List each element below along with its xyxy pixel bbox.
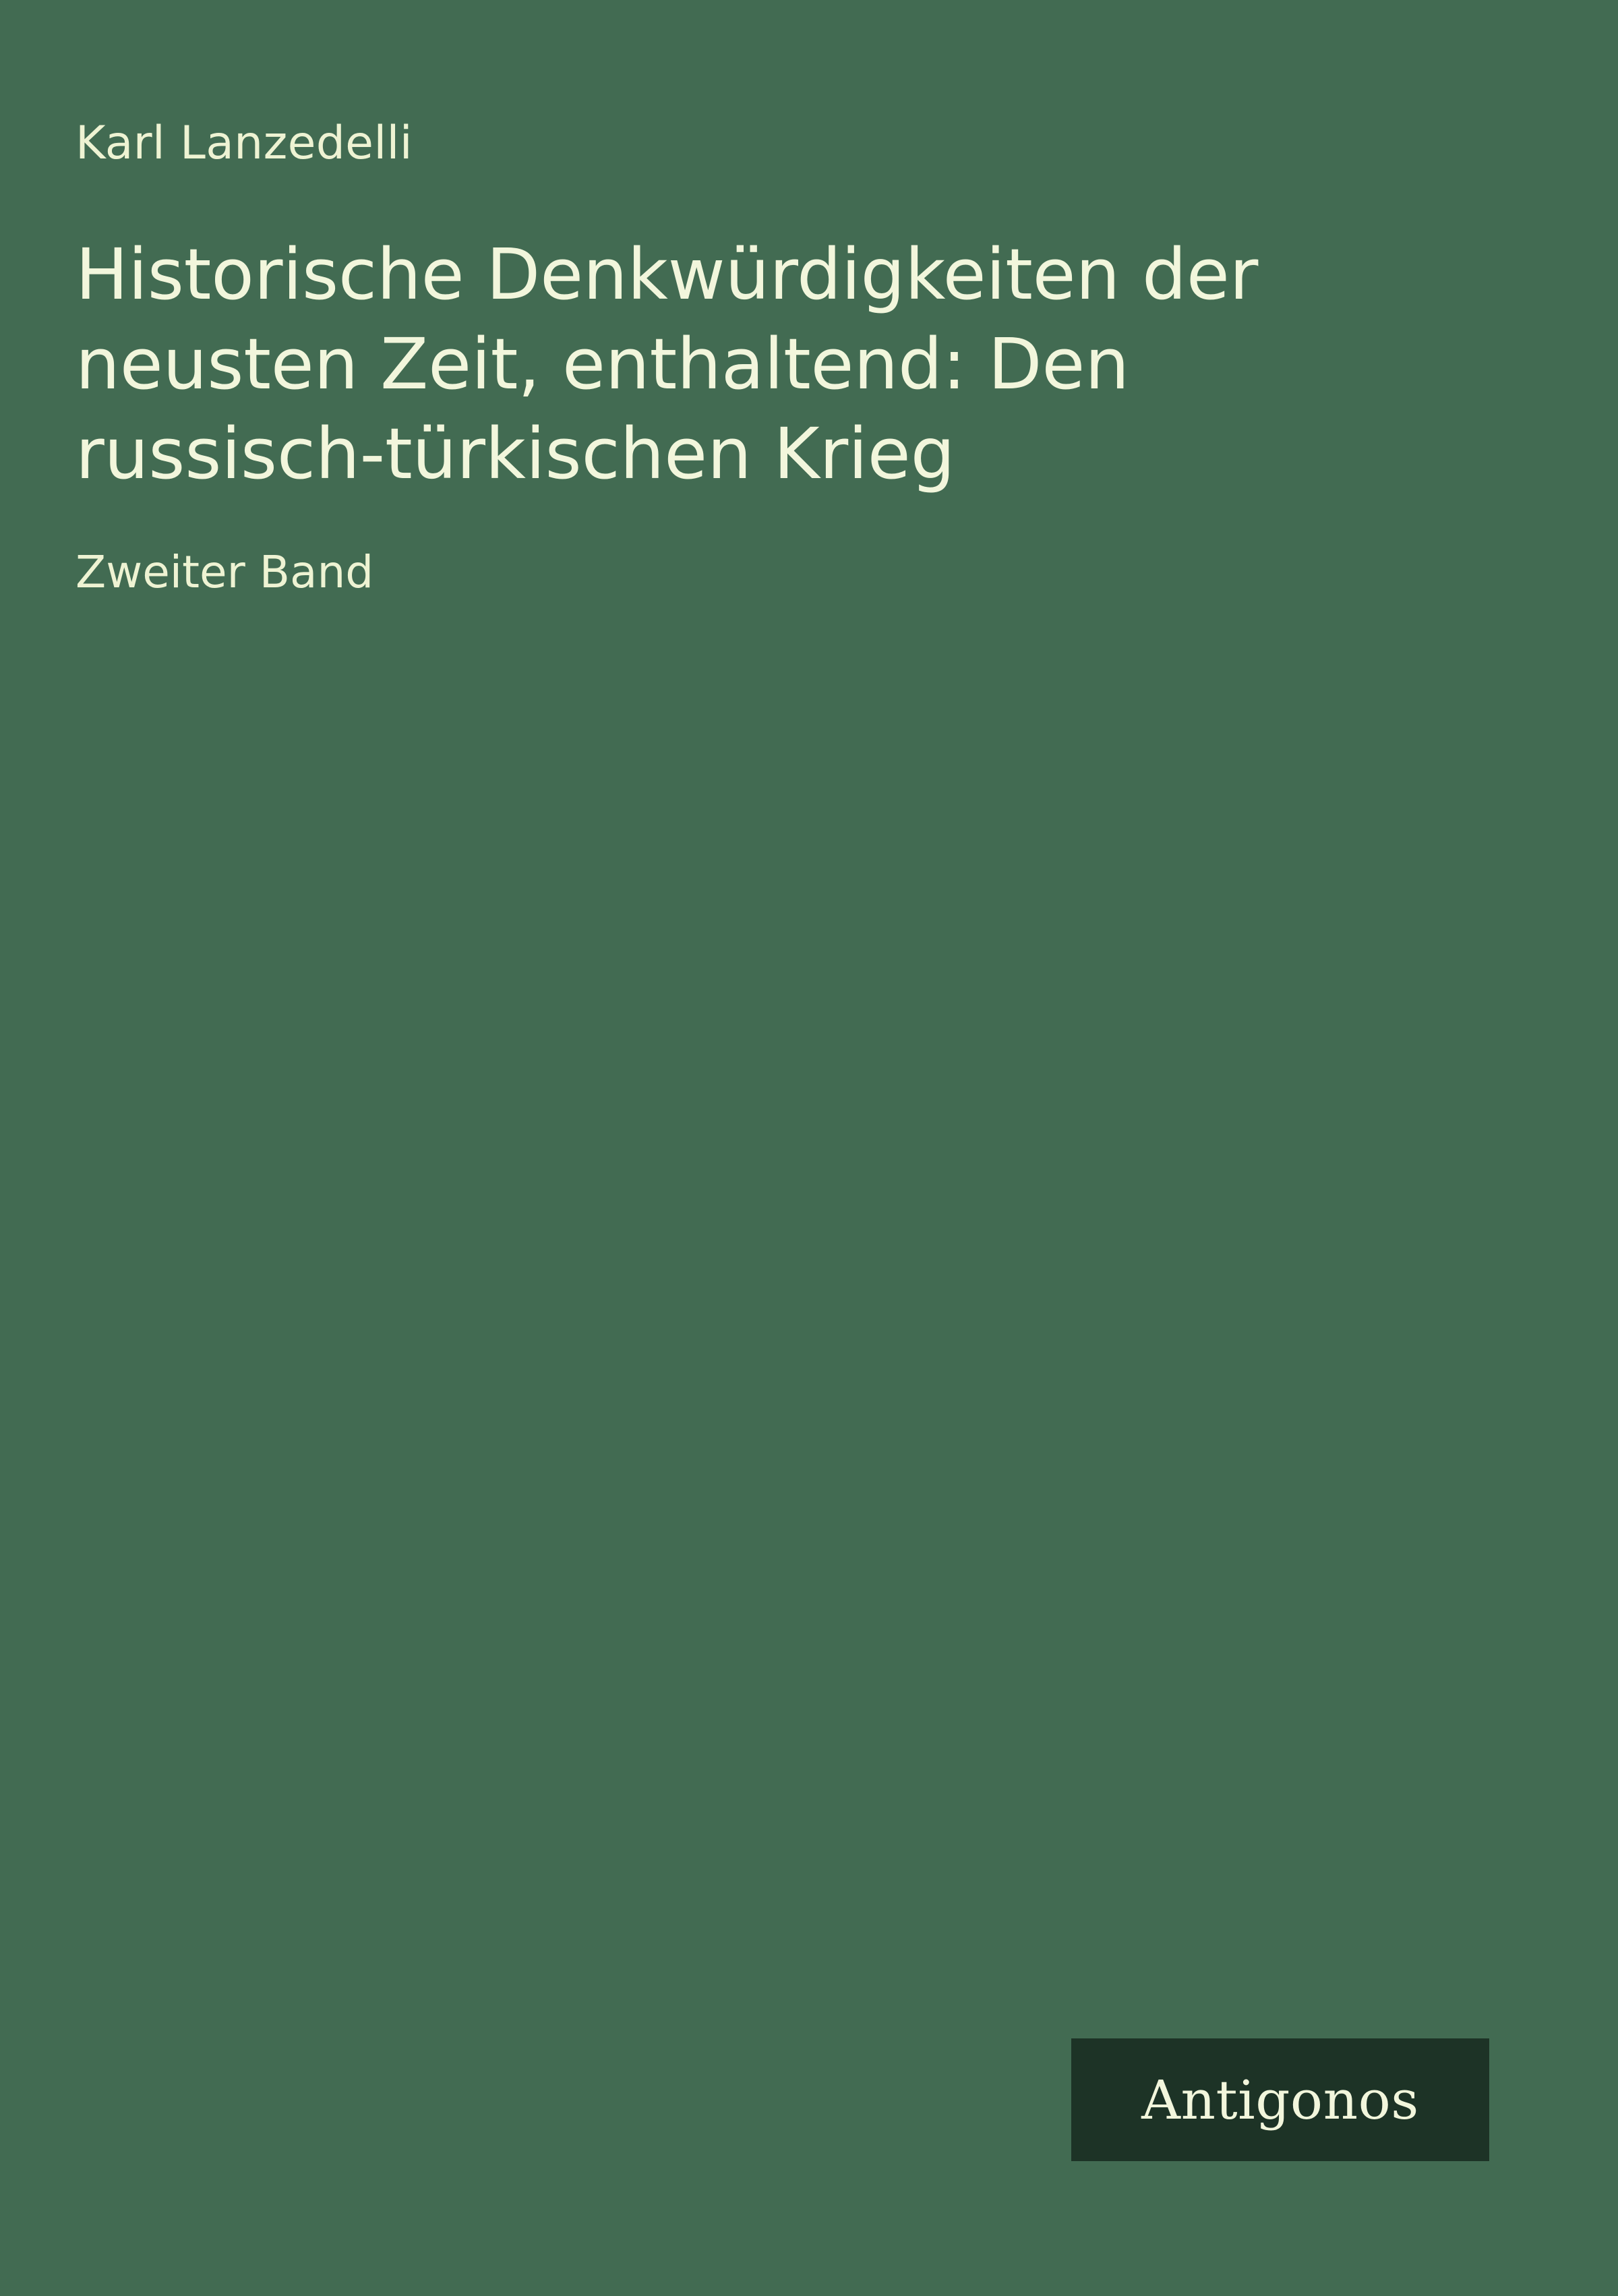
publisher-name: Antigonos (1141, 2068, 1419, 2131)
book-subtitle: Zweiter Band (76, 546, 374, 599)
publisher-badge (1071, 2038, 1489, 2161)
cover-text-block (76, 115, 1397, 601)
author-name: Karl Lanzedelli (76, 117, 413, 170)
book-title: Historische Denkwürdigkeiten der neusten Zeit, enthaltend: Den russisch-türkischen Krieg (76, 233, 1259, 496)
